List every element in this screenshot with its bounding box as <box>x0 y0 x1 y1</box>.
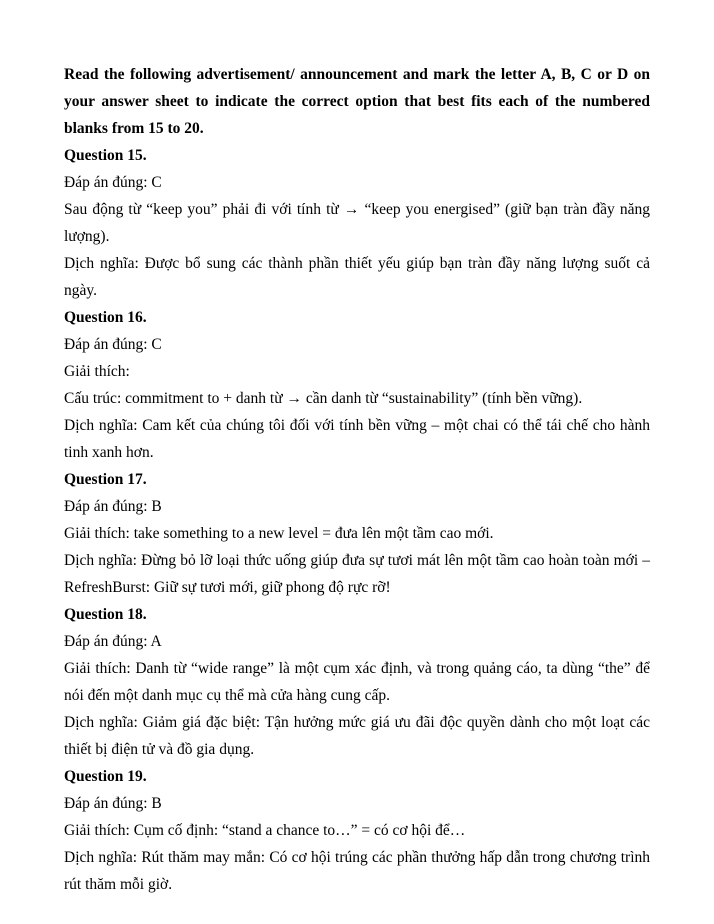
explanation-line: Cấu trúc: commitment to + danh từ → cần danh từ “sustainability” (tính bền vững). <box>64 390 583 407</box>
explanation-line: Sau động từ “keep you” phải đi với tính từ → “keep you energised” (giữ bạn tràn đầy năng lượng). <box>64 201 650 245</box>
instruction-text: Read the following advertisement/ announcement and mark the letter A, B, C or D on your answer sheet to indicate the correct option that best fits each of the numbered blanks from 15 to 20. <box>64 66 650 137</box>
question-block-16 <box>64 304 650 466</box>
question-block-19 <box>64 763 650 898</box>
question-heading: Question 19. <box>64 768 147 785</box>
answer-line: Đáp án đúng: A <box>64 633 162 650</box>
answer-line: Đáp án đúng: B <box>64 795 162 812</box>
question-block-17 <box>64 466 650 601</box>
explanation-line: Giải thích: take something to a new level = đưa lên một tầm cao mới. <box>64 525 494 542</box>
explanation-label-line: Giải thích: <box>64 363 130 380</box>
translation-line: Dịch nghĩa: Được bổ sung các thành phần thiết yếu giúp bạn tràn đầy năng lượng suốt cả ngày. <box>64 255 650 299</box>
question-heading: Question 15. <box>64 147 147 164</box>
translation-line: Dịch nghĩa: Rút thăm may mắn: Có cơ hội trúng các phần thưởng hấp dẫn trong chương trình rút thăm mỗi giờ. <box>64 849 650 893</box>
explanation-line: Giải thích: Danh từ “wide range” là một cụm xác định, và trong quảng cáo, ta dùng “the” để nói đến một danh mục cụ thể mà cửa hàng cung cấp. <box>64 660 650 704</box>
translation-line: Dịch nghĩa: Đừng bỏ lỡ loại thức uống giúp đưa sự tươi mát lên một tầm cao hoàn toàn mới – RefreshBurst: Giữ sự tươi mới, giữ phong độ rực rỡ! <box>64 552 650 596</box>
question-block-15 <box>64 142 650 304</box>
translation-line: Dịch nghĩa: Giảm giá đặc biệt: Tận hưởng mức giá ưu đãi độc quyền dành cho một loạt các thiết bị điện tử và đồ gia dụng. <box>64 714 650 758</box>
answer-line: Đáp án đúng: C <box>64 174 162 191</box>
explanation-line: Giải thích: Cụm cố định: “stand a chance to…” = có cơ hội để… <box>64 822 466 839</box>
answer-line: Đáp án đúng: C <box>64 336 162 353</box>
question-block-18 <box>64 601 650 763</box>
question-heading: Question 18. <box>64 606 147 623</box>
question-heading: Question 16. <box>64 309 147 326</box>
question-heading: Question 17. <box>64 471 147 488</box>
answer-line: Đáp án đúng: B <box>64 498 162 515</box>
translation-line: Dịch nghĩa: Cam kết của chúng tôi đối với tính bền vững – một chai có thể tái chế cho hành tinh xanh hơn. <box>64 417 650 461</box>
